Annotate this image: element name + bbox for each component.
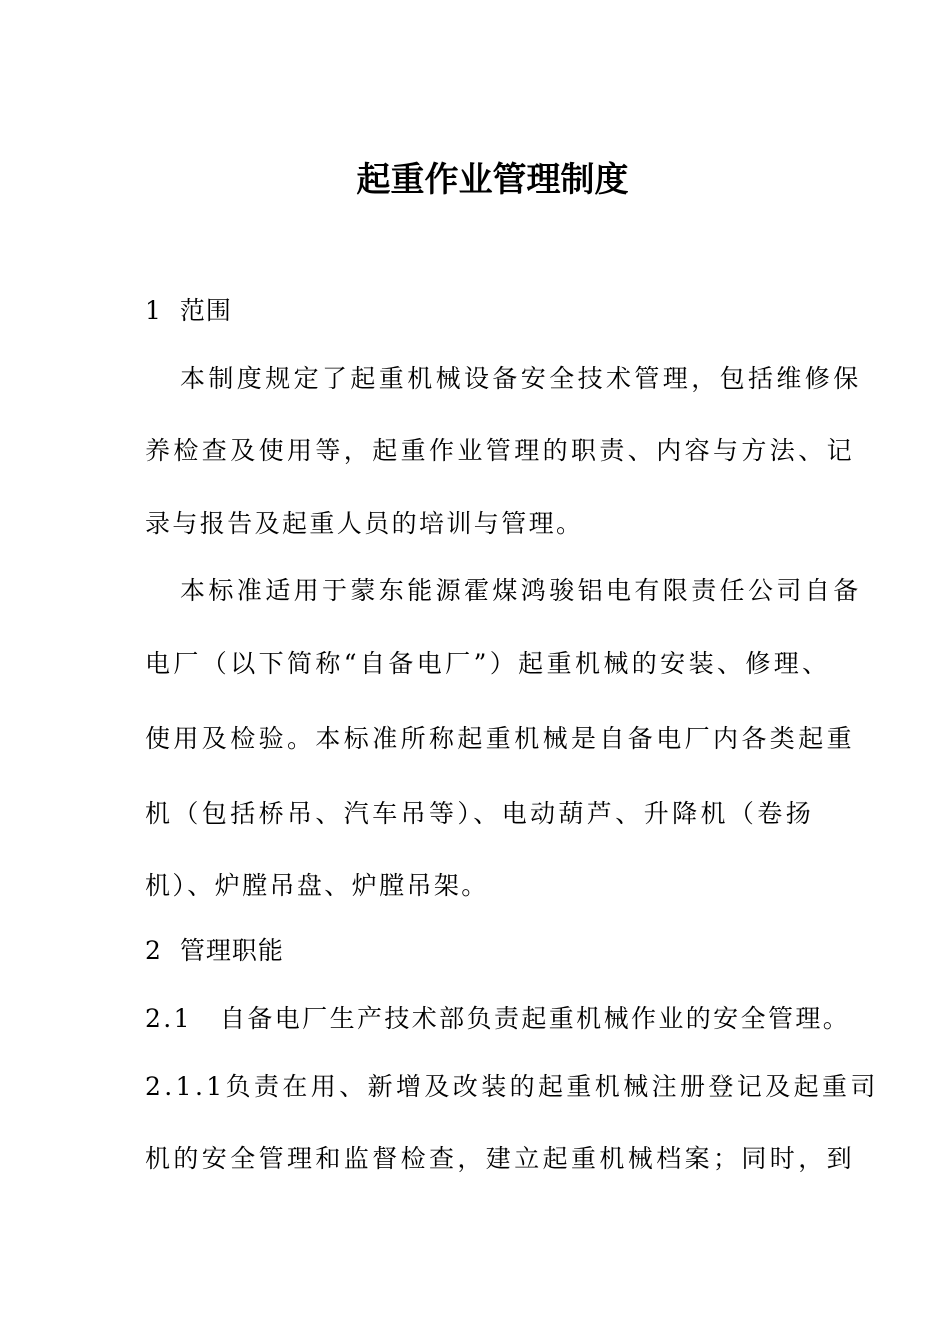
section-2-title: 管理职能 xyxy=(179,936,284,965)
paragraph-line: 机）、炉膛吊盘、炉膛吊架。 xyxy=(145,871,489,900)
paragraph-line: 2.1.1负责在用、新增及改装的起重机械注册登记及起重司 xyxy=(145,1072,879,1101)
paragraph-line: 养检查及使用等，起重作业管理的职责、内容与方法、记 xyxy=(145,436,856,465)
paragraph-line: 本标准适用于蒙东能源霍煤鸿骏铝电有限责任公司自备 xyxy=(180,576,862,605)
paragraph-line: 本制度规定了起重机械设备安全技术管理，包括维修保 xyxy=(180,364,862,393)
paragraph-line: 电厂（以下简称“自备电厂”）起重机械的安装、修理、 xyxy=(145,649,831,678)
document-title: 起重作业管理制度 xyxy=(356,160,629,200)
item-2-1-text: 自备电厂生产技术部负责起重机械作业的安全管理。 xyxy=(219,1004,851,1033)
item-2-1-number: 2.1 xyxy=(145,1004,192,1033)
section-2-number: 2 xyxy=(145,936,162,965)
paragraph-line: 录与报告及起重人员的培训与管理。 xyxy=(145,509,584,538)
paragraph-line: 机的安全管理和监督检查，建立起重机械档案；同时，到 xyxy=(145,1144,856,1173)
section-1-number: 1 xyxy=(145,296,162,325)
paragraph-line: 机（包括桥吊、汽车吊等）、电动葫芦、升降机（卷扬 xyxy=(145,799,815,828)
item-2-1 xyxy=(145,1000,850,1038)
paragraph-line: 使用及检验。本标准所称起重机械是自备电厂内各类起重 xyxy=(145,724,856,753)
section-2-heading xyxy=(145,932,284,970)
section-1-heading xyxy=(145,292,232,330)
section-1-title: 范围 xyxy=(179,296,232,325)
